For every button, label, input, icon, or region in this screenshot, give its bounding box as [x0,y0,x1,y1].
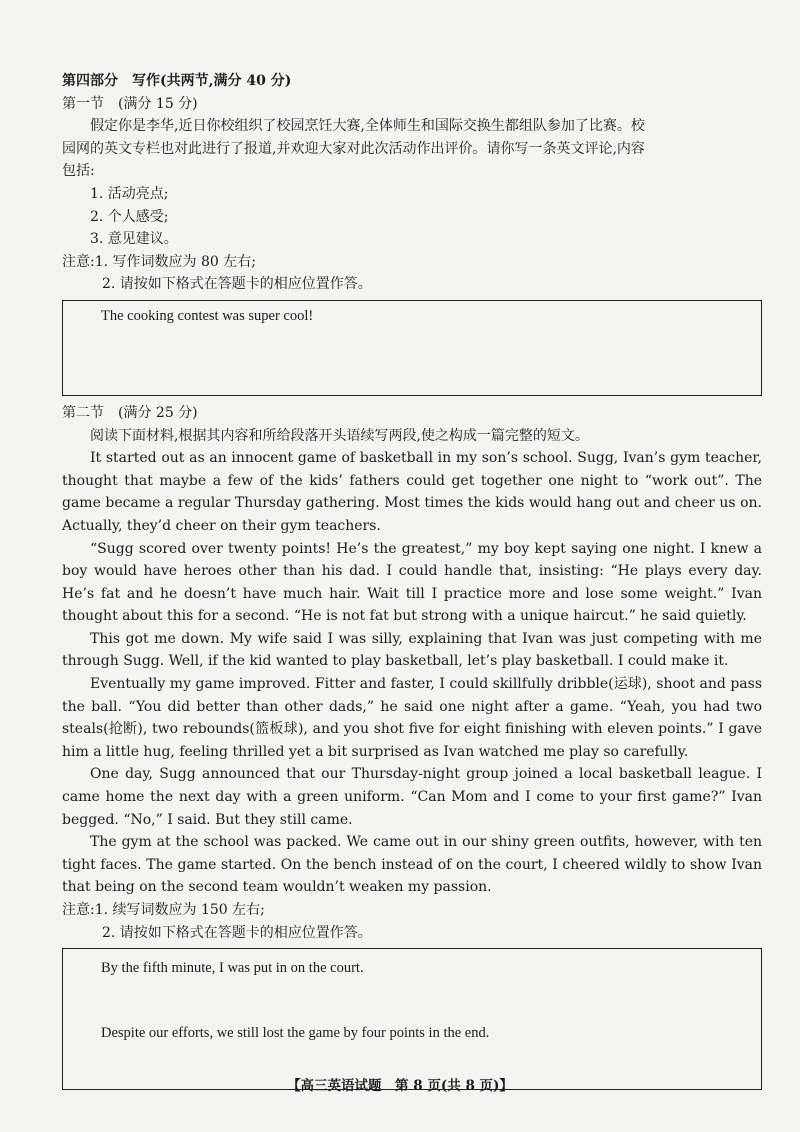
section1-item: 1. 活动亮点; [90,185,169,202]
answer-box-1 [62,300,762,396]
section1-prompt-line: 园网的英文专栏也对此进行了报道,并欢迎大家对此次活动作出评价。请你写一条英文评论,内容 [62,140,645,157]
passage-paragraph: The gym at the school was packed. We came out in our shiny green outfits, however, with ten tight faces. The game started. On the bench instead of on the court, I cheered wildly to show Ivan that being on the second team wouldn’t weaken my passion. [62,834,762,896]
answer-box-2-opening-1: By the fifth minute, I was put in on the court. [101,960,364,977]
passage-paragraph: This got me down. My wife said I was silly, explaining that Ivan was just competing with me through Sugg. Well, if the kid wanted to play basketball, let’s play basketball. I could make it. [62,630,762,670]
section2-instruction: 阅读下面材料,根据其内容和所给段落开头语续写两段,使之构成一篇完整的短文。 [90,427,589,444]
section1-prompt-line: 包括: [62,163,95,180]
passage-paragraph: Eventually my game improved. Fitter and faster, I could skillfully dribble(运球), shoot and pass the ball. “You did better than other dads,” he said one night after a game. “Yeah, you had two steals(抢断), two rebounds(篮板球), and you shot five for eight finishing with eleven points.” I gave him a little hug, feeling thrilled yet a bit surprised as Ivan watched me play so carefully. [62,676,762,760]
section1-item: 3. 意见建议。 [90,231,178,248]
section1-item: 2. 个人感受; [90,208,169,225]
answer-box-2 [62,948,762,1090]
exam-page [62,70,762,1096]
section1-prompt-line: 假定你是李华,近日你校组织了校园烹饪大赛,全体师生和国际交换生都组队参加了比赛。校 [90,118,645,135]
page-footer: 【高三英语试题 第 8 页(共 8 页)】 [287,1078,513,1094]
section1-note: 2. 请按如下格式在答题卡的相应位置作答。 [102,276,372,293]
section1-title: 第一节 (满分 15 分) [62,95,198,112]
part-heading: 第四部分 写作(共两节,满分 40 分) [62,73,292,89]
section2-note: 2. 请按如下格式在答题卡的相应位置作答。 [102,924,372,941]
answer-box-2-opening-2: Despite our efforts, we still lost the game by four points in the end. [101,1024,490,1041]
passage-paragraph: It started out as an innocent game of basketball in my son’s school. Sugg, Ivan’s gym teacher, thought that maybe a few of the kids’ fathers could get together one night to “work out”. The game became a regular Thursday gathering. Most times the kids would hang out and cheer us on. Actually, they’d cheer on their gym teachers. [62,450,762,534]
section2-title: 第二节 (满分 25 分) [62,404,198,421]
section1-note: 注意:1. 写作词数应为 80 左右; [62,253,256,270]
passage-paragraph: “Sugg scored over twenty points! He’s the greatest,” my boy kept saying one night. I knew a boy would have heroes other than his dad. I could handle that, insisting: “He plays every day. He’s fat and he doesn’t have much hair. Wait till I practice more and lose some weight.” Ivan thought about this for a second. “He is not fat but strong with a unique haircut.” he said quietly. [62,540,762,625]
passage-paragraph: One day, Sugg announced that our Thursday-night group joined a local basketball league. I came home the next day with a green uniform. “Can Mom and I come to your first game?” Ivan begged. “No,” I said. But they still came. [62,766,762,828]
section2-note: 注意:1. 续写词数应为 150 左右; [62,902,265,918]
answer-box-1-text: The cooking contest was super cool! [101,307,314,324]
